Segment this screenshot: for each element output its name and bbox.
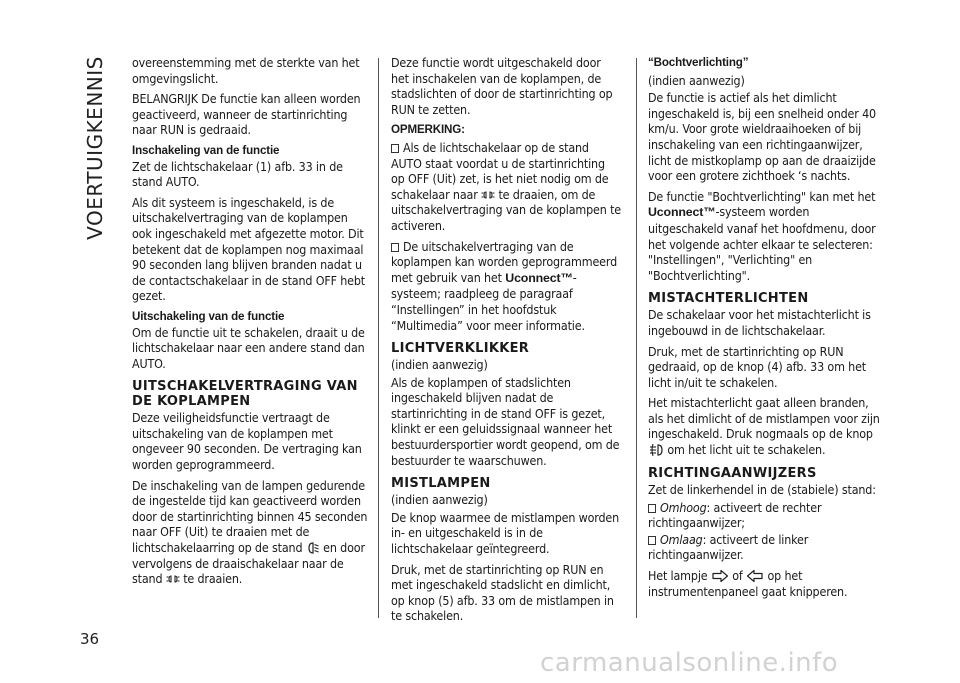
paragraph: De functie is actief als het dimlicht ingeschakeld is, bij een snelheid onder 40 km/u. Voor grote wieldraaihoeken of bij inschakeling van een richtingaanwijzer, licht de mistkoplamp op aan de draaizijde voor een grotere zichthoek ‘s nachts. bbox=[648, 90, 876, 184]
note-label: OPMERKING: bbox=[391, 123, 465, 137]
paragraph: De functie "Bochtverlichting" kan met het Uconnect™-systeem worden uitgeschakeld vanaf het hoofdmenu, door het volgende achter elkaar te selecteren: "Instellingen", "Verlichting" en "Bochtverlichting". bbox=[648, 188, 876, 283]
section-heading: LICHTVERKLIKKER bbox=[391, 341, 530, 357]
paragraph: De knop waarmee de mistlampen worden in- en uitgeschakeld is in de lichtschakelaar geïntegreerd. bbox=[391, 509, 620, 557]
subheading: “Bochtverlichting” bbox=[648, 56, 749, 69]
brand-name: Uconnect™ bbox=[648, 205, 716, 220]
column-divider bbox=[378, 58, 379, 618]
column-2 bbox=[391, 55, 621, 629]
paragraph: Als dit systeem is ingeschakeld, is de uitschakelvertraging van de koplampen ook ingeschakeld met afgezette motor. Dit betekent dat de koplampen nog maximaal 90 seconden lang blijven branden nadat u de contactschakelaar in de stand OFF hebt gezet. bbox=[132, 194, 366, 304]
bullet-square-icon bbox=[648, 504, 656, 513]
paragraph: Deze functie wordt uitgeschakeld door het inschakelen van de koplampen, de stadslichten of door de startinrichting op RUN te zetten. bbox=[391, 55, 613, 117]
paragraph: overeenstemming met de sterkte van het omgevingslicht. bbox=[132, 55, 360, 86]
watermark: carmanualsonline.info bbox=[540, 648, 839, 678]
subheading: Inschakeling van de functie bbox=[132, 143, 280, 157]
paragraph: De schakelaar voor het mistachterlicht is ingebouwd in de lichtschakelaar. bbox=[648, 307, 871, 338]
bullet-square-icon bbox=[391, 144, 399, 153]
important-note: BELANGRIJK De functie kan alleen worden geactiveerd, wanneer de startinrichting naar RUN is gedraaid. bbox=[132, 91, 361, 138]
section-heading: UITSCHAKELVERTRAGING VAN DE KOPLAMPEN bbox=[132, 379, 358, 410]
paragraph: Om de functie uit te schakelen, draait u de lichtschakelaar naar een andere stand dan AUTO. bbox=[132, 324, 365, 371]
paragraph: Zet de lichtschakelaar (1) afb. 33 in de stand AUTO. bbox=[132, 158, 343, 190]
chapter-side-title: VOERTUIGKENNIS bbox=[83, 56, 108, 240]
paragraph: Druk, met de startinrichting op RUN en met ingeschakeld stadslicht en dimlicht, op knop (5) afb. 33 om de mistlampen in te schakelen. bbox=[391, 561, 614, 624]
brand-name: Uconnect™ bbox=[505, 270, 573, 285]
availability-note: (indien aanwezig) bbox=[391, 492, 488, 508]
paragraph: Als de koplampen of stadslichten ingeschakeld blijven nadat de startinrichting in de stand OFF is gezet, klinkt er een geluidssignaal wanneer het bestuurdersportier wordt geopend, om de bestuurder te waarschuwen. bbox=[391, 374, 620, 468]
column-1 bbox=[132, 55, 368, 592]
right-turn-signal-icon bbox=[711, 569, 729, 583]
section-heading: MISTLAMPEN bbox=[391, 476, 491, 492]
column-3 bbox=[648, 55, 882, 604]
bullet-item: Omlaag: activeert de linker richtingaanwijzer. bbox=[648, 531, 809, 563]
paragraph: Zet de linkerhendel in de (stabiele) stand: bbox=[648, 482, 876, 498]
availability-note: (indien aanwezig) bbox=[391, 357, 488, 373]
rear-fog-light-icon bbox=[648, 442, 664, 458]
bullet-item: Omhoog: activeert de rechter richtingaanwijzer; bbox=[648, 499, 822, 531]
paragraph: De inschakeling van de lampen gedurende de ingestelde tijd kan geactiveerd worden door de startinrichting binnen 45 seconden naar OFF (Uit) te draaien met de lichtschakelaarring op de stand en door vervolgens de draaischakelaar naar de stand te draaien. bbox=[132, 477, 368, 587]
bullet-item: Als de lichtschakelaar op de stand AUTO staat voordat u de startinrichting op OFF (Uit) zet, is het niet nodig om de schakelaar naar te draaien, om de uitschakelvertraging van de koplampen te activeren. bbox=[391, 139, 621, 233]
parking-light-icon bbox=[166, 572, 180, 586]
section-heading: MISTACHTERLICHTEN bbox=[648, 291, 809, 307]
parking-light-icon bbox=[481, 188, 495, 202]
paragraph: Druk, met de startinrichting op RUN gedraaid, op de knop (4) afb. 33 om het licht in/uit te schakelen. bbox=[648, 343, 867, 390]
column-divider bbox=[636, 58, 637, 618]
paragraph: Het mistachterlicht gaat alleen branden, als het dimlicht of de mistlampen voor zijn ingeschakeld. Druk nogmaals op de knop om het licht uit te schakelen. bbox=[648, 395, 880, 458]
paragraph: Deze veiligheidsfunctie vertraagt de uitschakeling van de koplampen met ongeveer 90 seconden. De vertraging kan worden geprogrammeerd. bbox=[132, 410, 362, 473]
bullet-square-icon bbox=[648, 536, 656, 545]
paragraph: Het lampje of op het instrumentenpaneel gaat knipperen. bbox=[648, 568, 848, 599]
availability-note: (indien aanwezig) bbox=[648, 72, 745, 88]
low-beam-icon bbox=[306, 541, 320, 555]
section-heading: RICHTINGAANWIJZERS bbox=[648, 466, 817, 482]
page-number: 36 bbox=[80, 630, 100, 648]
bullet-square-icon bbox=[391, 243, 399, 252]
left-turn-signal-icon bbox=[746, 569, 764, 583]
subheading: Uitschakeling van de functie bbox=[132, 309, 285, 323]
bullet-item: De uitschakelvertraging van de koplampen kan worden geprogrammeerd met gebruik van het Uconnect™-systeem; raadpleeg de paragraaf “Instellingen” in het hoofdstuk “Multimedia” voor meer informatie. bbox=[391, 238, 618, 333]
